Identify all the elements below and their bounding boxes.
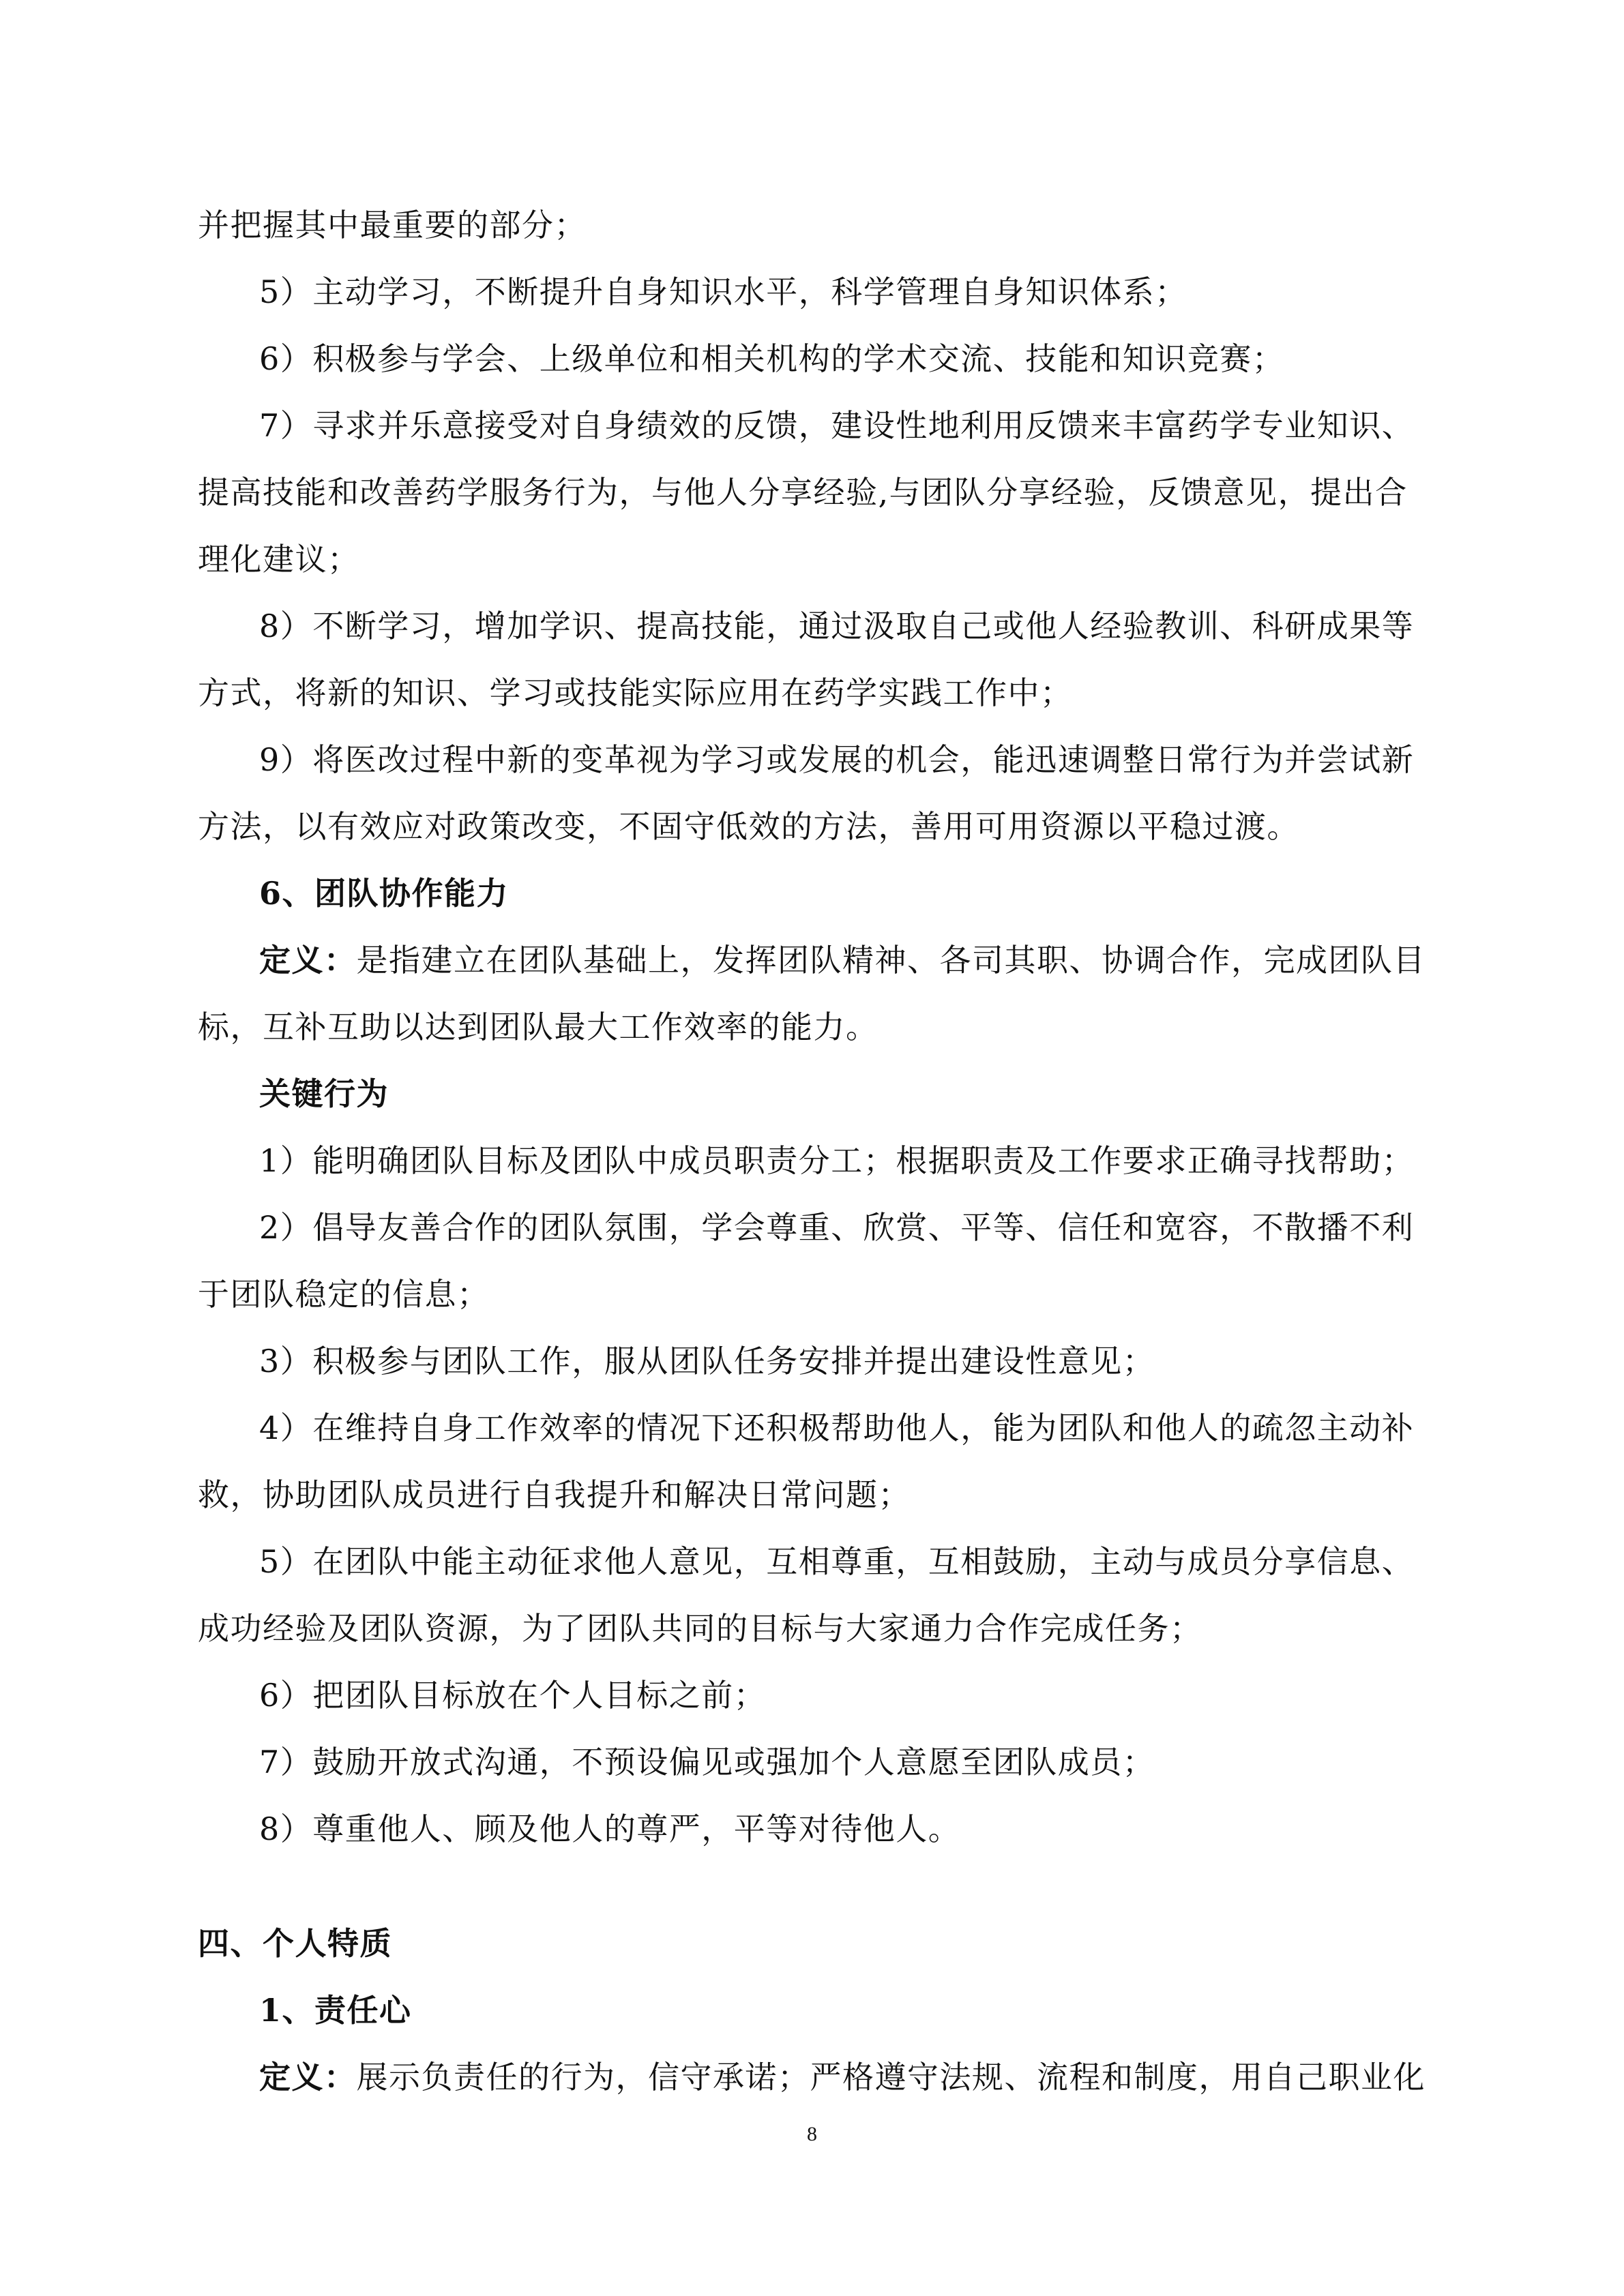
text-line: 提高技能和改善药学服务行为，与他人分享经验,与团队分享经验，反馈意见，提出合 (198, 474, 1408, 511)
page-number: 8 (807, 2123, 817, 2145)
list-item: 5）在团队中能主动征求他人意见，互相尊重，互相鼓励，主动与成员分享信息、 (259, 1543, 1415, 1580)
text-line: 救，协助团队成员进行自我提升和解决日常问题； (198, 1476, 911, 1513)
list-item: 6）积极参与学会、上级单位和相关机构的学术交流、技能和知识竞赛； (259, 340, 1285, 377)
section-heading: 6、团队协作能力 (259, 875, 510, 912)
text-line: 于团队稳定的信息； (198, 1276, 490, 1313)
list-item: 6）把团队目标放在个人目标之前； (259, 1677, 767, 1714)
definition-line (259, 940, 1446, 981)
list-item: 2）倡导友善合作的团队氛围，学会尊重、欣赏、平等、信任和宽容，不散播不利 (259, 1209, 1415, 1246)
list-item: 5）主动学习，不断提升自身知识水平，科学管理自身知识体系； (259, 273, 1187, 310)
definition-label: 定义： (259, 2059, 357, 2096)
list-item: 7）寻求并乐意接受对自身绩效的反馈，建设性地利用反馈来丰富药学专业知识、 (259, 407, 1415, 444)
list-item: 8）不断学习，增加学识、提高技能，通过汲取自己或他人经验教训、科研成果等 (259, 608, 1415, 644)
subheading-key-behaviors: 关键行为 (259, 1075, 389, 1112)
text-line: 方式，将新的知识、学习或技能实际应用在药学实践工作中； (198, 674, 1073, 711)
list-item: 9）将医改过程中新的变革视为学习或发展的机会，能迅速调整日常行为并尝试新 (259, 741, 1415, 778)
text-line: 标，互补互助以达到团队最大工作效率的能力。 (198, 1009, 879, 1045)
text-line: 理化建议； (198, 541, 360, 578)
list-item: 4）在维持自身工作效率的情况下还积极帮助他人，能为团队和他人的疏忽主动补 (259, 1410, 1415, 1446)
chapter-heading: 四、个人特质 (198, 1925, 392, 1962)
section-heading: 1、责任心 (259, 1992, 412, 2029)
list-item: 1）能明确团队目标及团队中成员职责分工；根据职责及工作要求正确寻找帮助； (259, 1142, 1415, 1179)
text-line: 成功经验及团队资源，为了团队共同的目标与大家通力合作完成任务； (198, 1610, 1202, 1647)
text-line: 方法，以有效应对政策改变，不固守低效的方法，善用可用资源以平稳过渡。 (198, 808, 1299, 845)
list-item: 7）鼓励开放式沟通，不预设偏见或强加个人意愿至团队成员； (259, 1744, 1155, 1780)
definition-label: 定义： (259, 942, 357, 979)
text-line: 并把握其中最重要的部分； (198, 207, 587, 243)
definition-line (259, 2057, 1446, 2098)
definition-text: 展示负责任的行为，信守承诺；严格遵守法规、流程和制度，用自己职业化 (356, 2059, 1426, 2096)
definition-text: 是指建立在团队基础上，发挥团队精神、各司其职、协调合作，完成团队目 (356, 942, 1426, 979)
list-item: 8）尊重他人、顾及他人的尊严，平等对待他人。 (259, 1810, 961, 1847)
list-item: 3）积极参与团队工作，服从团队任务安排并提出建设性意见； (259, 1343, 1155, 1380)
